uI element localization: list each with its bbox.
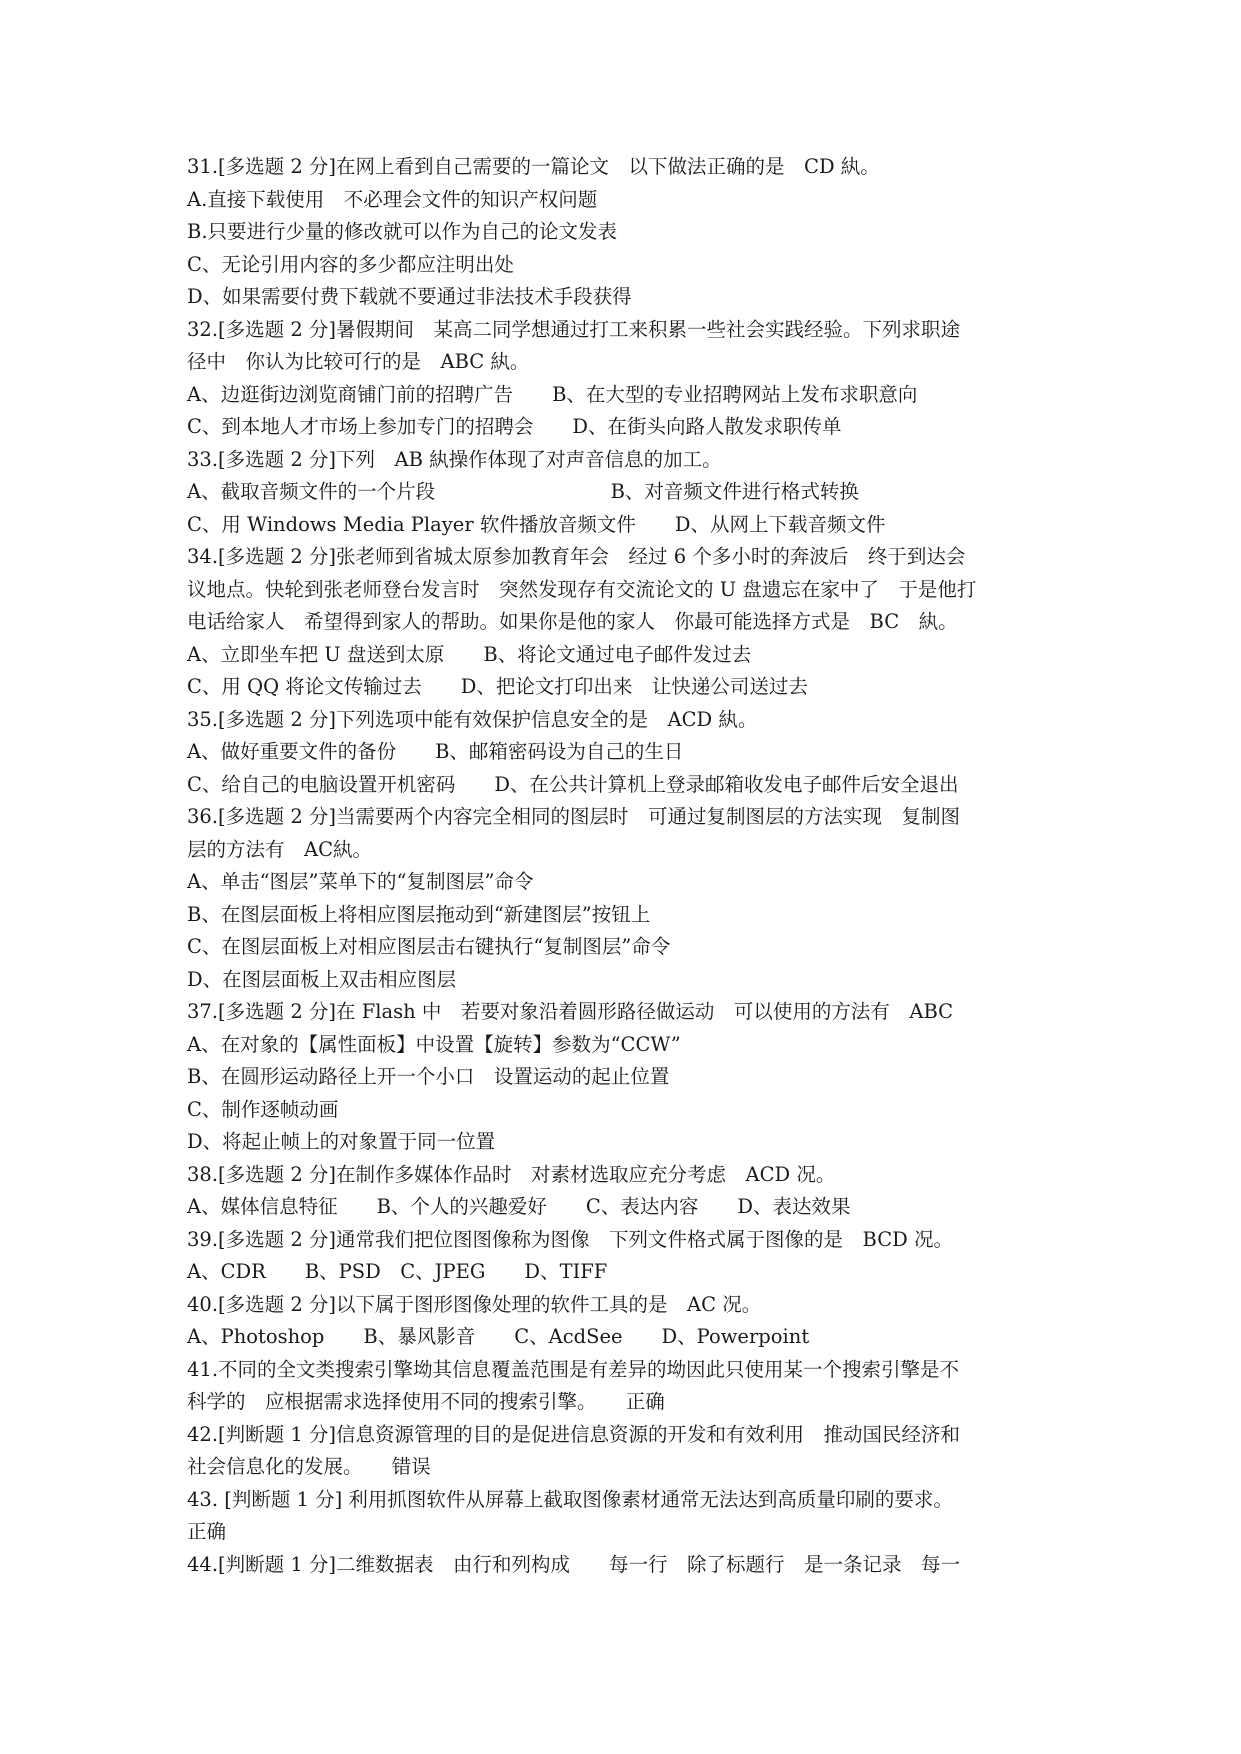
text-line: B、在图层面板上将相应图层拖动到“新建图层”按钮上 <box>187 902 651 926</box>
text-line: 38.[多选题 2 分]在制作多媒体作品时 对素材选取应充分考虑 ACD 况。 <box>187 1162 836 1186</box>
text-line: 42.[判断题 1 分]信息资源管理的目的是促进信息资源的开发和有效利用 推动国民经济和 <box>187 1422 961 1446</box>
text-line: D、在图层面板上双击相应图层 <box>187 967 457 991</box>
text-line: A、Photoshop B、暴风影音 C、AcdSee D、Powerpoint <box>187 1325 810 1348</box>
text-line: C、用 Windows Media Player 软件播放音频文件 D、从网上下载音频文件 <box>187 512 886 536</box>
text-line: C、给自己的电脑设置开机密码 D、在公共计算机上登录邮箱收发电子邮件后安全退出 <box>187 772 959 796</box>
text-line: 层的方法有 AC紈。 <box>187 837 373 861</box>
text-line: 43. [判断题 1 分] 利用抓图软件从屏幕上截取图像素材通常无法达到高质量印刷的要求。 <box>187 1487 953 1511</box>
text-line: 32.[多选题 2 分]暑假期间 某高二同学想通过打工来积累一些社会实践经验。下列求职途 <box>187 317 961 341</box>
text-line: D、如果需要付费下载就不要通过非法技术手段获得 <box>187 285 632 308</box>
text-line: 37.[多选题 2 分]在 Flash 中 若要对象沿着圆形路径做运动 可以使用的方法有 ABC <box>187 1000 954 1023</box>
text-line: 34.[多选题 2 分]张老师到省城太原参加教育年会 经过 6 个多小时的奔波后 终于到达会 <box>187 545 966 568</box>
text-line: 35.[多选题 2 分]下列选项中能有效保护信息安全的是 ACD 紈。 <box>187 707 758 731</box>
text-line: 社会信息化的发展。 错误 <box>187 1455 431 1478</box>
text-line: A、媒体信息特征 B、个人的兴趣爱好 C、表达内容 D、表达效果 <box>187 1195 851 1218</box>
text-line: C、到本地人才市场上参加专门的招聘会 D、在街头向路人散发求职传单 <box>187 415 842 438</box>
text-line: B.只要进行少量的修改就可以作为自己的论文发表 <box>187 220 618 243</box>
text-line: 41.不同的全文类搜索引擎坳其信息覆盖范围是有差异的坳因此只使用某一个搜索引擎是不 <box>187 1357 960 1381</box>
text-line: C、在图层面板上对相应图层击右键执行“复制图层”命令 <box>187 935 671 958</box>
text-line: C、制作逐帧动画 <box>187 1097 339 1121</box>
text-line: 正确 <box>187 1520 227 1543</box>
text-line: 31.[多选题 2 分]在网上看到自己需要的一篇论文 以下做法正确的是 CD 紈。 <box>187 155 880 178</box>
text-line: A、在对象的【属性面板】中设置【旋转】参数为“CCW” <box>187 1032 681 1056</box>
text-line: A.直接下载使用 不必理会文件的知识产权问题 <box>187 187 598 211</box>
text-line: 科学的 应根据需求选择使用不同的搜索引擎。 正确 <box>187 1390 665 1413</box>
text-line: D、将起止帧上的对象置于同一位置 <box>187 1130 496 1153</box>
text-line: 议地点。快轮到张老师登台发言时 突然发现存有交流论文的 U 盘遗忘在家中了 于是他打 <box>187 577 977 601</box>
text-line: B、在圆形运动路径上开一个小口 设置运动的起止位置 <box>187 1065 670 1088</box>
document-body <box>187 151 1067 1581</box>
text-line: 40.[多选题 2 分]以下属于图形图像处理的软件工具的是 AC 况。 <box>187 1292 762 1316</box>
text-line: C、用 QQ 将论文传输过去 D、把论文打印出来 让快递公司送过去 <box>187 675 808 698</box>
text-line: A、CDR B、PSD C、JPEG D、TIFF <box>187 1260 608 1283</box>
text-line: C、无论引用内容的多少都应注明出处 <box>187 252 514 276</box>
text-line: A、截取音频文件的一个片段 B、对音频文件进行格式转换 <box>187 480 859 503</box>
text-line: 39.[多选题 2 分]通常我们把位图图像称为图像 下列文件格式属于图像的是 BCD 况。 <box>187 1227 953 1251</box>
text-line: A、做好重要文件的备份 B、邮箱密码设为自己的生日 <box>187 740 684 763</box>
text-line: 44.[判断题 1 分]二维数据表 由行和列构成 每一行 除了标题行 是一条记录 每一 <box>187 1552 961 1576</box>
text-line: 电话给家人 希望得到家人的帮助。如果你是他的家人 你最可能选择方式是 BC 紈。 <box>187 610 958 633</box>
text-line: 径中 你认为比较可行的是 ABC 紈。 <box>187 350 530 373</box>
text-line: A、边逛街边浏览商铺门前的招聘广告 B、在大型的专业招聘网站上发布求职意向 <box>187 382 918 406</box>
text-line: A、立即坐车把 U 盘送到太原 B、将论文通过电子邮件发过去 <box>187 642 752 666</box>
text-line: A、单击“图层”菜单下的“复制图层”命令 <box>187 870 534 893</box>
text-line: 36.[多选题 2 分]当需要两个内容完全相同的图层时 可通过复制图层的方法实现 复制图 <box>187 805 961 828</box>
text-line: 33.[多选题 2 分]下列 AB 紈操作体现了对声音信息的加工。 <box>187 447 722 471</box>
